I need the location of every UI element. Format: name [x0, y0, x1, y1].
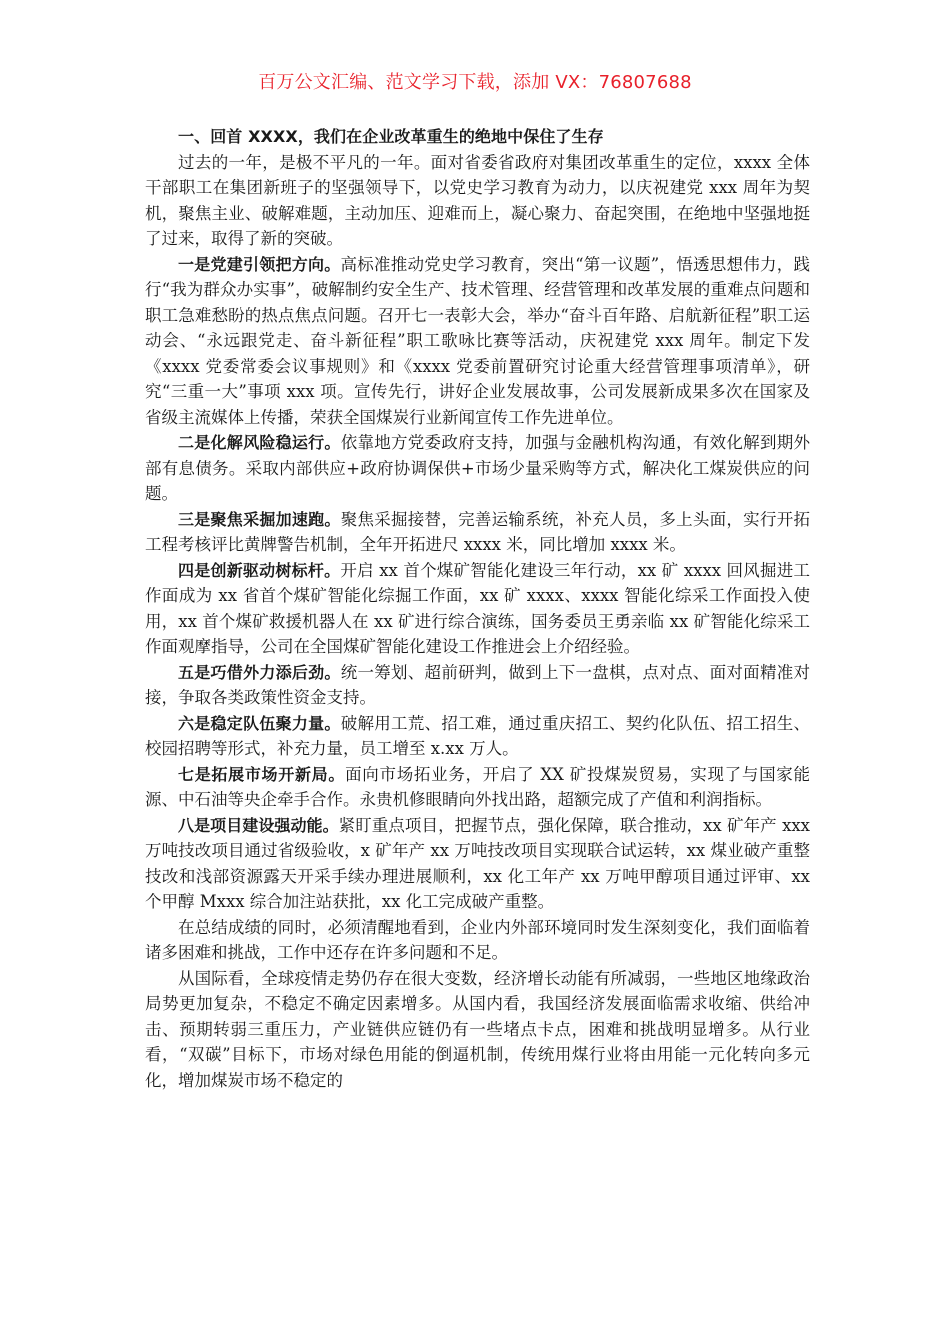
paragraph-item-4: 四是创新驱动树标杆。开启 xx 首个煤矿智能化建设三年行动，xx 矿 xxxx 回风掘进工作面成为 xx 省首个煤矿智能化综掘工作面，xx 矿 xxxx、xxxx 智能化综采工作面投入使用，xx 首个煤矿救援机器人在 xx 矿进行综合演练，国务委员王勇亲临 xx 矿智能化综采工作面观摩指导，公司在全国煤矿智能化建设工作推进会上介绍经验。 — [145, 560, 810, 656]
item-lead: 八是项目建设强动能。 — [178, 815, 339, 835]
item-lead: 一是党建引领把方向。 — [178, 254, 341, 274]
watermark-header: 百万公文汇编、范文学习下载，添加 VX：76807688 — [258, 72, 692, 93]
paragraph-item-2: 二是化解风险稳运行。依靠地方党委政府支持，加强与金融机构沟通，有效化解到期外部有息债务。采取内部供应+政府协调保供+市场少量采购等方式，解决化工煤炭供应的问题。 — [145, 433, 810, 503]
paragraph-item-7: 七是拓展市场开新局。面向市场拓业务，开启了 XX 矿投煤炭贸易，实现了与国家能源、中石油等央企牵手合作。永贵机修眼睛向外找出路，超额完成了产值和利润指标。 — [145, 764, 810, 809]
paragraph-challenges: 在总结成绩的同时，必须清醒地看到，企业内外部环境同时发生深刻变化，我们面临着诸多困难和挑战，工作中还存在许多问题和不足。 — [145, 917, 810, 962]
item-lead: 七是拓展市场开新局。 — [178, 764, 346, 784]
paragraph-intro: 过去的一年，是极不平凡的一年。面对省委省政府对集团改革重生的定位，xxxx 全体干部职工在集团新班子的坚强领导下，以党史学习教育为动力，以庆祝建党 xxx 周年为契机，聚焦主业、破解难题，主动加压、迎难而上，凝心聚力、奋起突围，在绝地中坚强地挺了过来，取得了新的突破。 — [145, 152, 810, 248]
paragraph-outlook: 从国际看，全球疫情走势仍存在很大变数，经济增长动能有所减弱，一些地区地缘政治局势更加复杂，不稳定不确定因素增多。从国内看，我国经济发展面临需求收缩、供给冲击、预期转弱三重压力，产业链供应链仍有一些堵点卡点，困难和挑战明显增多。从行业看，“双碳”目标下，市场对绿色用能的倒逼机制，传统用煤行业将由用能一元化转向多元化，增加煤炭市场不稳定的 — [145, 968, 810, 1090]
item-lead: 五是巧借外力添后劲。 — [178, 662, 341, 682]
item-lead: 六是稳定队伍聚力量。 — [178, 713, 341, 733]
section-heading: 一、回首 XXXX，我们在企业改革重生的绝地中保住了生存 — [178, 127, 604, 146]
paragraph-item-3: 三是聚焦采掘加速跑。聚焦采掘接替，完善运输系统，补充人员，多上头面，实行开拓工程考核评比黄牌警告机制，全年开拓进尺 xxxx 米，同比增加 xxxx 米。 — [145, 509, 810, 554]
paragraph-item-5: 五是巧借外力添后劲。统一筹划、超前研判，做到上下一盘棋，点对点、面对面精准对接，争取各类政策性资金支持。 — [145, 662, 810, 707]
item-lead: 三是聚焦采掘加速跑。 — [178, 509, 341, 529]
paragraph-item-6: 六是稳定队伍聚力量。破解用工荒、招工难，通过重庆招工、契约化队伍、招工招生、校园招聘等形式，补充力量，员工增至 x.xx 万人。 — [145, 713, 810, 758]
item-lead: 二是化解风险稳运行。 — [178, 433, 341, 452]
item-lead: 四是创新驱动树标杆。 — [178, 560, 341, 580]
paragraph-item-1: 一是党建引领把方向。高标准推动党史学习教育，突出“第一议题”，悟透思想伟力，践行“我为群众办实事”，破解制约安全生产、技术管理、经营管理和改革发展的重难点问题和职工急难愁盼的热点焦点问题。召开七一表彰大会，举办“奋斗百年路、启航新征程”职工运动会、“永远跟党走、奋斗新征程”职工歌咏比赛等活动，庆祝建党 xxx 周年。制定下发《xxxx 党委常委会议事规则》和《xxxx 党委前置研究讨论重大经营管理事项清单》，研究“三重一大”事项 xxx 项。宣传先行，讲好企业发展故事，公司发展新成果多次在国家及省级主流媒体上传播，荣获全国煤炭行业新闻宣传工作先进单位。 — [145, 254, 810, 427]
paragraph-item-8: 八是项目建设强动能。紧盯重点项目，把握节点，强化保障，联合推动，xx 矿年产 xxx 万吨技改项目通过省级验收，x 矿年产 xx 万吨技改项目实现联合试运转，xx 煤业破产重整技改和浅部资源露天开采手续办理进展顺利，xx 化工年产 xx 万吨甲醇项目通过评审、xx 个甲醇 Mxxx 综合加注站获批，xx 化工完成破产重整。 — [145, 815, 810, 911]
document-body — [145, 124, 810, 1093]
